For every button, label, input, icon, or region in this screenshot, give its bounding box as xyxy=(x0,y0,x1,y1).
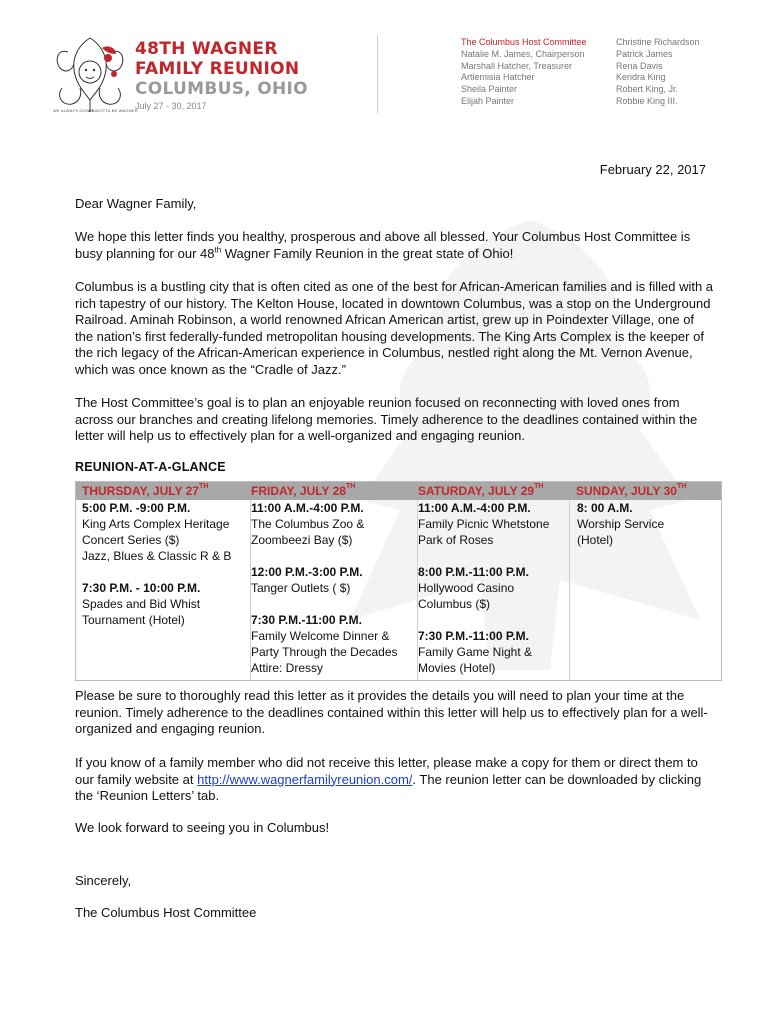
event-line: Tanger Outlets ( $) xyxy=(251,581,351,595)
logo-caption-left: WE ALWAYS GOSPEL xyxy=(53,108,98,113)
event-line: Attire: Dressy xyxy=(251,661,324,675)
committee-member: Sheila Painter xyxy=(461,84,518,95)
event-time: 5:00 P.M. -9:00 P.M. xyxy=(82,501,191,515)
closing: Sincerely, xyxy=(75,873,132,888)
committee-column-2 xyxy=(616,37,700,108)
event-time: 8:00 P.M.-11:00 P.M. xyxy=(418,565,529,579)
day-column-friday xyxy=(250,500,417,680)
event-line: Tournament (Hotel) xyxy=(82,613,185,627)
committee-member: Robert King, Jr. xyxy=(616,84,679,95)
event-time: 12:00 P.M.-3:00 P.M. xyxy=(251,565,363,579)
day-header-label: THURSDAY, JULY 27 xyxy=(82,484,199,498)
day-column-sunday xyxy=(569,500,720,680)
schedule-event xyxy=(418,564,580,612)
committee-member: Rena Davis xyxy=(616,60,663,71)
paragraph-website-text: If you know of a family member who did not receive this letter, please make a copy for them or direct them to our family website at xyxy=(75,755,698,787)
event-title-line-1: 48TH WAGNER xyxy=(135,39,278,59)
event-line: Worship Service xyxy=(577,517,665,531)
event-time: 11:00 A.M.-4:00 P.M. xyxy=(418,501,531,515)
paragraph-columbus: Columbus is a bustling city that is often cited as one of the best for African-American families and is filled with a rich tapestry of our history. The Kelton House, located in downtown Columbus, was a stop on the Underground Railroad. Aminah Robinson, a world renowned African American artist, grew up in Poindexter Village, one of the nation’s first federally-funded metropolitan housing developments. The King Arts Complex is the keeper of the rich legacy of the African-American experience in Columbus, nestled right along the Mt. Vernon Avenue, which was once known as the “Cradle of Jazz.” xyxy=(75,279,714,377)
day-header-sunday xyxy=(576,484,686,498)
paragraph-intro xyxy=(75,229,715,262)
schedule-event xyxy=(418,500,580,548)
day-header-suffix: TH xyxy=(345,483,356,490)
committee-title: The Columbus Host Committee xyxy=(461,37,587,47)
paragraph-website-text-end: . The reunion letter can be downloaded by clicking the ‘Reunion Letters’ tab. xyxy=(75,771,702,803)
schedule-event xyxy=(251,500,417,548)
event-line: Concert Series ($) xyxy=(82,533,180,547)
paragraph-intro-text-end: Wagner Family Reunion in the great state of Ohio! xyxy=(221,245,514,261)
day-column-thursday xyxy=(82,500,246,680)
event-dates: July 27 - 30, 2017 xyxy=(135,101,207,111)
day-header-suffix: TH xyxy=(198,483,209,490)
event-line: Movies (Hotel) xyxy=(418,661,496,675)
greeting: Dear Wagner Family, xyxy=(75,196,197,211)
committee-member: Artiemisia Hatcher xyxy=(461,72,535,83)
day-header-suffix: TH xyxy=(676,483,687,490)
ordinal-suffix: th xyxy=(214,245,222,255)
committee-member: Robbie King III. xyxy=(616,95,678,106)
event-line: Park of Roses xyxy=(418,533,494,547)
paragraph-read-letter: Please be sure to thoroughly read this letter as it provides the details you will need to plan your time at the reunion. Timely adherence to the deadlines contained within this letter will help us to effectively plan for a well-organized and engaging reunion. xyxy=(75,688,708,736)
committee-member: Christine Richardson xyxy=(616,37,700,47)
committee-member: Marshall Hatcher, Treasurer xyxy=(461,60,573,71)
header-divider xyxy=(377,35,378,113)
day-header-label: SUNDAY, JULY 30 xyxy=(576,484,677,498)
schedule-table xyxy=(75,481,722,681)
day-header-label: FRIDAY, JULY 28 xyxy=(251,484,346,498)
committee-member: Elijah Painter xyxy=(461,95,515,106)
event-time: 7:30 P.M.-11:00 P.M. xyxy=(418,629,529,643)
event-line: Spades and Bid Whist xyxy=(82,597,201,611)
day-column-saturday xyxy=(417,500,580,680)
day-header-friday xyxy=(251,484,355,498)
event-line: Hollywood Casino xyxy=(418,581,515,595)
event-line: Party Through the Decades xyxy=(251,645,398,659)
schedule-event xyxy=(82,500,246,564)
event-line: (Hotel) xyxy=(577,533,614,547)
letter-date: February 22, 2017 xyxy=(599,162,706,177)
committee-column-1 xyxy=(461,37,587,108)
event-time: 11:00 A.M.-4:00 P.M. xyxy=(251,501,364,515)
paragraph-website xyxy=(75,755,715,805)
paragraph-goal: The Host Committee’s goal is to plan an enjoyable reunion focused on reconnecting with loved ones from across our branches and creating lifelong memories. Timely adherence to the deadlines contained within the letter will help us to effectively plan for a well-organized and engaging reunion. xyxy=(75,395,698,443)
paragraph-intro-text: We hope this letter finds you healthy, prosperous and above all blessed. Your Columbus Host Committee is busy planning for our 48 xyxy=(75,229,691,261)
paragraph-closing-line: We look forward to seeing you in Columbus! xyxy=(75,820,330,835)
day-header-saturday xyxy=(418,484,543,498)
schedule-event xyxy=(577,500,720,548)
event-time: 7:30 P.M.-11:00 P.M. xyxy=(251,613,362,627)
event-line: Family Picnic Whetstone xyxy=(418,517,550,531)
event-line: Columbus ($) xyxy=(418,597,491,611)
website-link[interactable]: http://www.wagnerfamilyreunion.com/ xyxy=(197,771,413,787)
event-line: Family Game Night & xyxy=(418,645,533,659)
day-header-thursday xyxy=(82,484,208,498)
event-line: Jazz, Blues & Classic R & B xyxy=(82,549,232,563)
section-title: REUNION-AT-A-GLANCE xyxy=(75,460,226,474)
schedule-event xyxy=(251,564,417,596)
event-time: 7:30 P.M. - 10:00 P.M. xyxy=(82,581,201,595)
event-time: 8: 00 A.M. xyxy=(577,501,633,515)
event-line: Zoombeezi Bay ($) xyxy=(251,533,353,547)
event-title-line-3: COLUMBUS, OHIO xyxy=(135,79,308,99)
schedule-event xyxy=(251,612,417,676)
signature: The Columbus Host Committee xyxy=(75,905,257,920)
committee-member: Patrick James xyxy=(616,48,673,59)
event-line: The Columbus Zoo & xyxy=(251,517,365,531)
schedule-event xyxy=(418,628,580,676)
day-header-suffix: TH xyxy=(534,483,544,490)
reunion-emblem-icon xyxy=(50,30,130,114)
day-header-label: SATURDAY, JULY 29 xyxy=(418,484,535,498)
schedule-event xyxy=(82,580,246,628)
event-line: King Arts Complex Heritage xyxy=(82,517,230,531)
committee-member: Natalie M. James, Chairperson xyxy=(461,48,585,59)
event-title-line-2: FAMILY REUNION xyxy=(135,59,300,79)
logo-caption-right: WE GOTTA BE WAGNER xyxy=(88,108,138,113)
event-line: Family Welcome Dinner & xyxy=(251,629,390,643)
committee-member: Kendra King xyxy=(616,72,666,83)
